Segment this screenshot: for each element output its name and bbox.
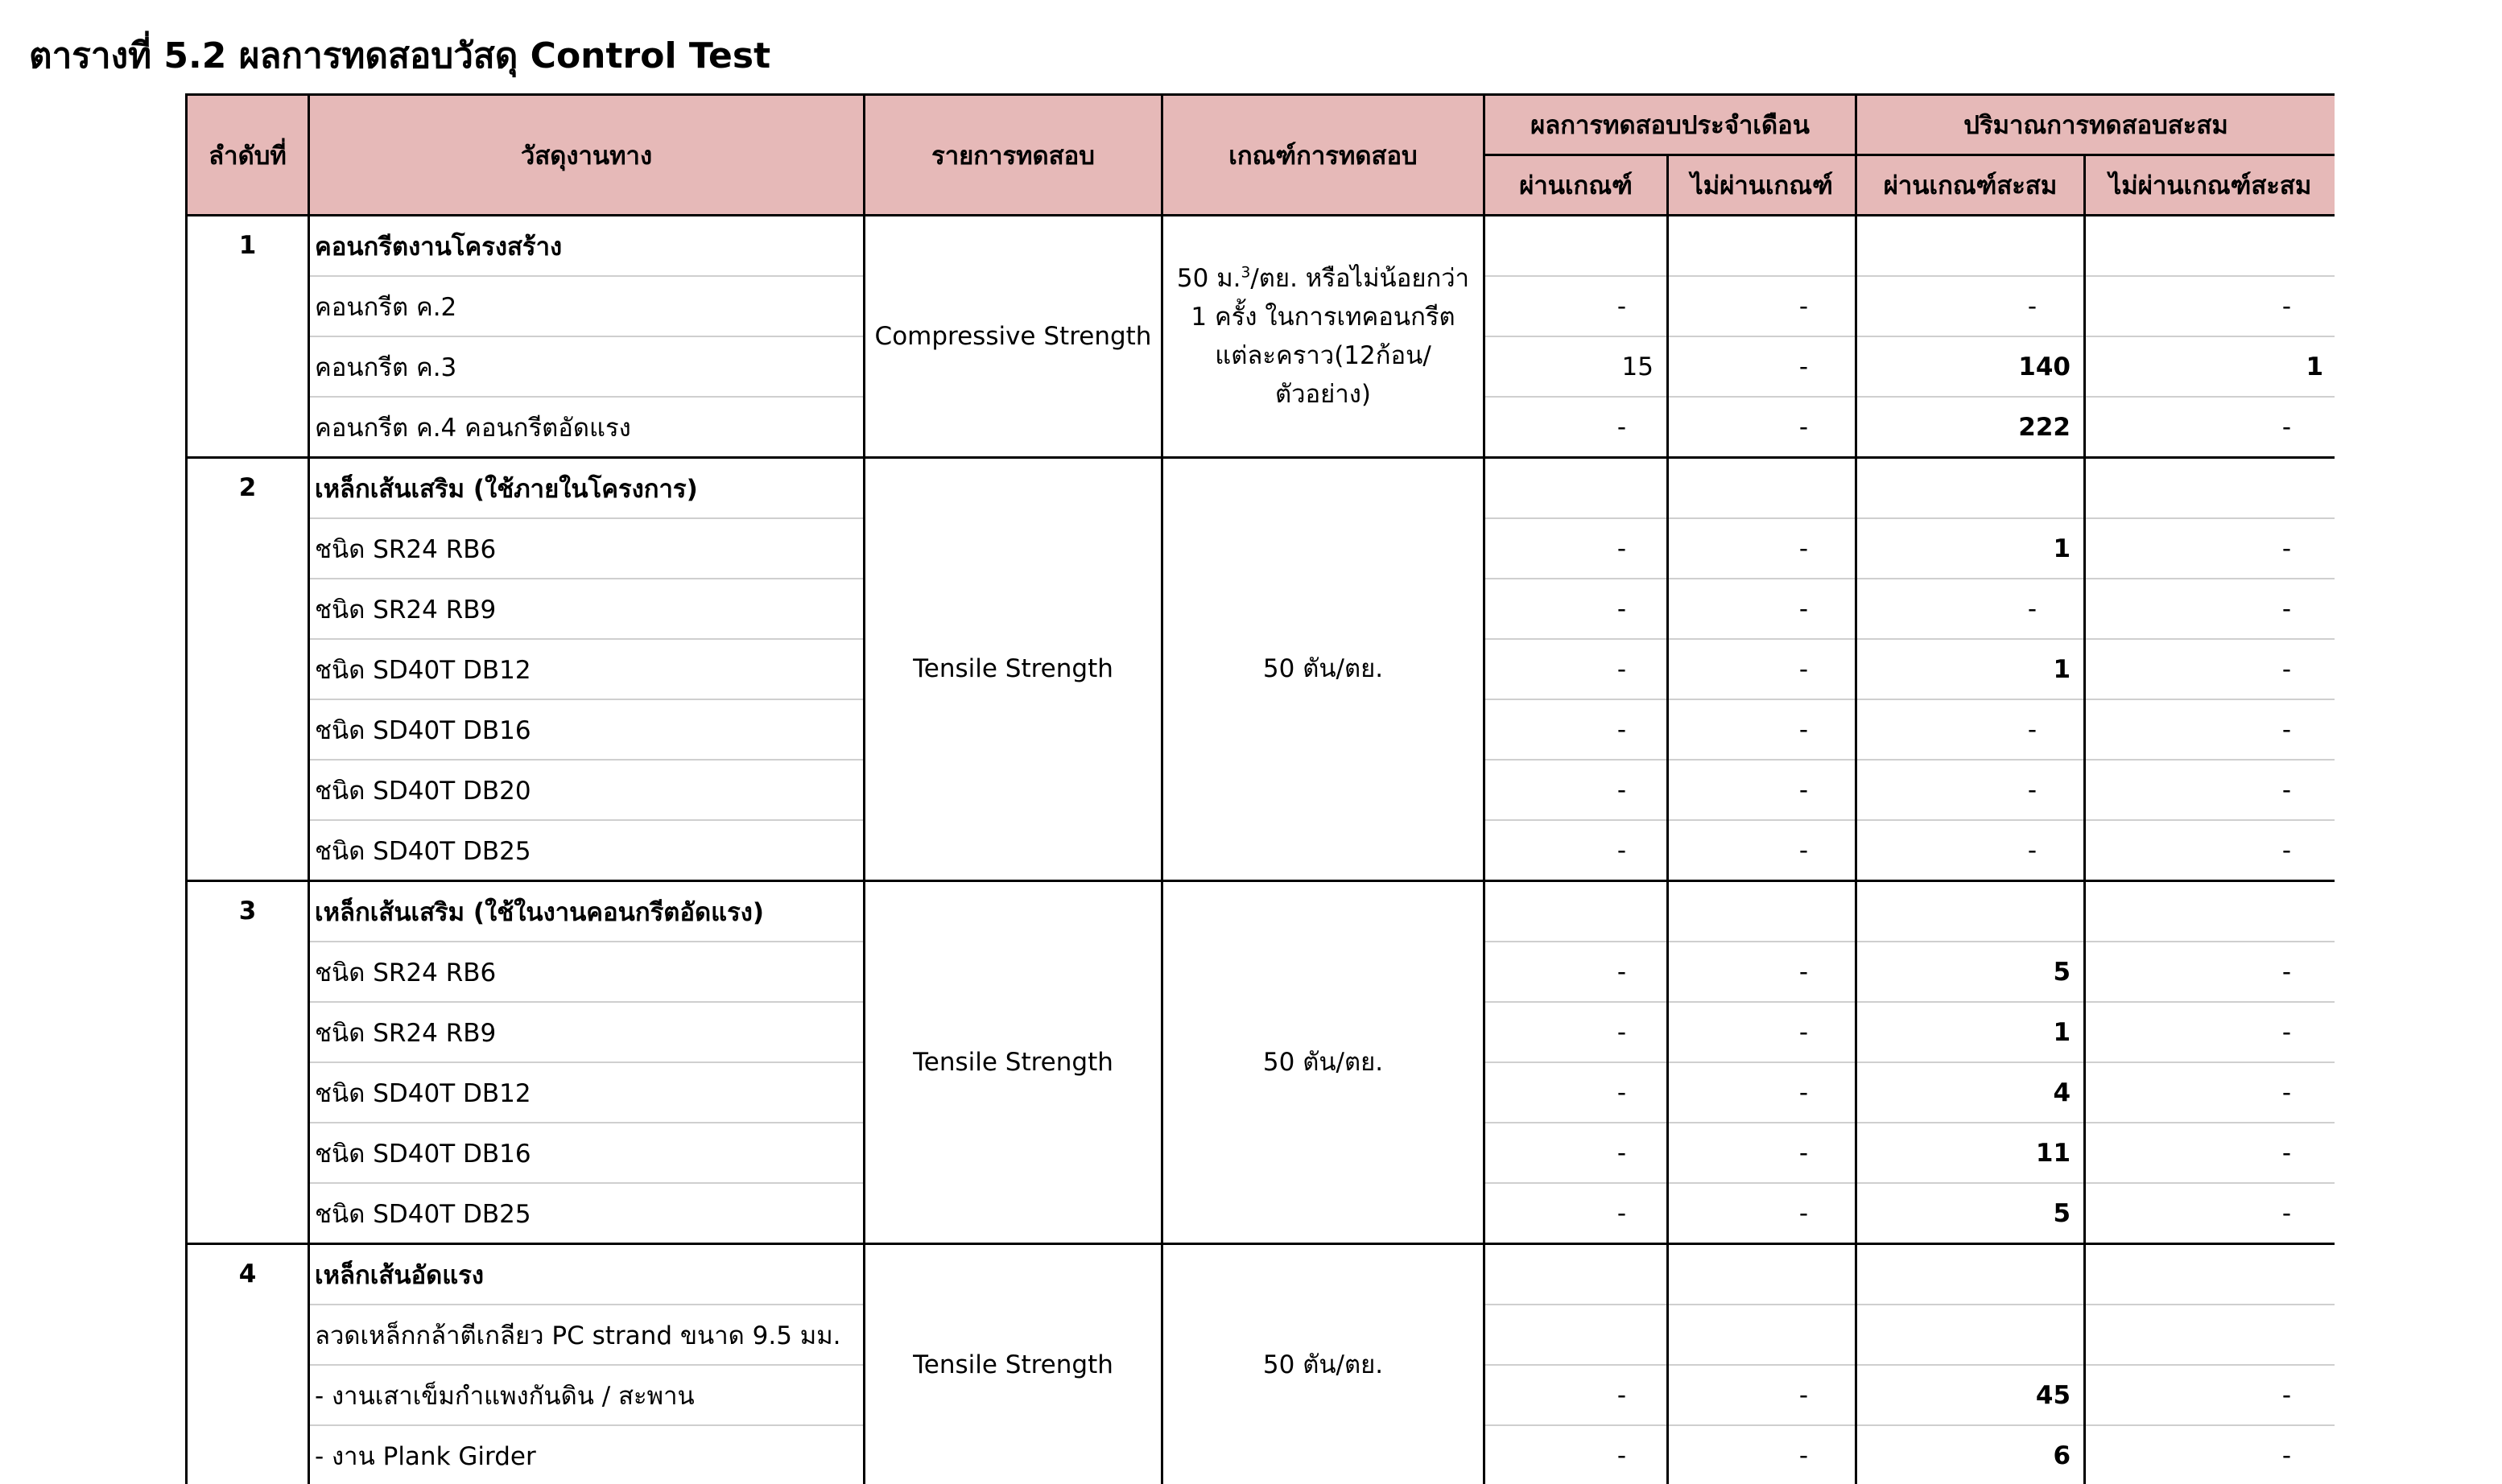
material-name: ชนิด SD40T DB12 xyxy=(309,1062,865,1123)
cumulative-fail-value: - xyxy=(2085,397,2335,458)
monthly-pass-value: - xyxy=(1484,699,1668,760)
cumulative-pass-value: - xyxy=(1856,276,2085,336)
monthly-pass-value: - xyxy=(1484,1183,1668,1244)
test-item: Compressive Strength xyxy=(865,216,1162,458)
table-header xyxy=(187,95,2335,216)
cumulative-pass-value: 5 xyxy=(1856,1183,2085,1244)
monthly-fail-value: - xyxy=(1668,820,1856,881)
header-no: ลำดับที่ xyxy=(187,95,309,216)
material-name: ชนิด SD40T DB20 xyxy=(309,760,865,820)
cumulative-fail-value: - xyxy=(2085,1183,2335,1244)
monthly-fail-value: - xyxy=(1668,1062,1856,1123)
monthly-fail-value: - xyxy=(1668,942,1856,1002)
empty-cell xyxy=(1856,881,2085,942)
monthly-pass-value: - xyxy=(1484,397,1668,458)
group-title: เหล็กเส้นเสริม (ใช้ภายในโครงการ) xyxy=(309,458,865,519)
empty-cell xyxy=(1668,881,1856,942)
empty-cell xyxy=(1484,881,1668,942)
test-criteria xyxy=(1162,216,1484,458)
monthly-fail-value: - xyxy=(1668,397,1856,458)
test-criteria: 50 ตัน/ตย. xyxy=(1162,881,1484,1244)
monthly-fail-value xyxy=(1668,1305,1856,1365)
empty-cell xyxy=(1668,216,1856,277)
criteria-text-a: 50 ม. xyxy=(1176,263,1241,293)
test-criteria: 50 ตัน/ตย. xyxy=(1162,458,1484,881)
header-criteria: เกณฑ์การทดสอบ xyxy=(1162,95,1484,216)
material-name: ลวดเหล็กกล้าตีเกลียว PC strand ขนาด 9.5 มม. xyxy=(309,1305,865,1365)
page-title: ตารางที่ 5.2 ผลการทดสอบวัสดุ Control Test xyxy=(29,35,771,76)
header-material: วัสดุงานทาง xyxy=(309,95,865,216)
monthly-fail-value: - xyxy=(1668,1002,1856,1062)
empty-cell xyxy=(1668,458,1856,519)
cumulative-pass-value: 6 xyxy=(1856,1425,2085,1484)
cumulative-fail-value: - xyxy=(2085,1062,2335,1123)
cumulative-fail-value: 1 xyxy=(2085,336,2335,397)
cumulative-pass-value: 11 xyxy=(1856,1123,2085,1183)
cumulative-pass-value xyxy=(1856,1305,2085,1365)
cumulative-fail-value: - xyxy=(2085,820,2335,881)
empty-cell xyxy=(2085,216,2335,277)
group-number: 4 xyxy=(187,1244,309,1484)
cumulative-pass-value: 1 xyxy=(1856,518,2085,579)
cumulative-fail-value: - xyxy=(2085,1123,2335,1183)
control-test-table-container xyxy=(185,93,2335,1484)
monthly-fail-value: - xyxy=(1668,336,1856,397)
cumulative-pass-value: - xyxy=(1856,699,2085,760)
cumulative-fail-value: - xyxy=(2085,1425,2335,1484)
monthly-pass-value: - xyxy=(1484,760,1668,820)
material-name: ชนิด SD40T DB12 xyxy=(309,639,865,699)
cumulative-pass-value: 5 xyxy=(1856,942,2085,1002)
monthly-pass-value: - xyxy=(1484,820,1668,881)
monthly-fail-value: - xyxy=(1668,699,1856,760)
group-number: 1 xyxy=(187,216,309,458)
group-number: 2 xyxy=(187,458,309,881)
material-name: ชนิด SD40T DB16 xyxy=(309,699,865,760)
monthly-pass-value: - xyxy=(1484,942,1668,1002)
empty-cell xyxy=(1484,1244,1668,1305)
criteria-superscript: 3 xyxy=(1241,264,1251,282)
material-name: ชนิด SR24 RB6 xyxy=(309,518,865,579)
empty-cell xyxy=(2085,881,2335,942)
empty-cell xyxy=(2085,1244,2335,1305)
control-test-table xyxy=(185,93,2335,1484)
monthly-fail-value: - xyxy=(1668,1123,1856,1183)
material-name: ชนิด SR24 RB9 xyxy=(309,579,865,639)
header-pass: ผ่านเกณฑ์ xyxy=(1484,155,1668,216)
empty-cell xyxy=(1668,1244,1856,1305)
cumulative-fail-value: - xyxy=(2085,639,2335,699)
empty-cell xyxy=(1856,1244,2085,1305)
monthly-fail-value: - xyxy=(1668,579,1856,639)
cumulative-pass-value: 4 xyxy=(1856,1062,2085,1123)
material-name: - งานเสาเข็มกำแพงกันดิน / สะพาน xyxy=(309,1365,865,1425)
monthly-pass-value: - xyxy=(1484,1365,1668,1425)
cumulative-pass-value: 45 xyxy=(1856,1365,2085,1425)
header-monthly: ผลการทดสอบประจำเดือน xyxy=(1484,95,1856,155)
cumulative-pass-value: - xyxy=(1856,579,2085,639)
group-title: เหล็กเส้นอัดแรง xyxy=(309,1244,865,1305)
monthly-pass-value: - xyxy=(1484,639,1668,699)
cumulative-fail-value: - xyxy=(2085,760,2335,820)
group-row xyxy=(187,1244,2335,1305)
empty-cell xyxy=(1484,216,1668,277)
empty-cell xyxy=(1856,216,2085,277)
material-name: - งาน Plank Girder xyxy=(309,1425,865,1484)
criteria-text-b: /ตย. หรือไม่น้อยกว่า 1 ครั้ง ในการเทคอนกรีต แต่ละคราว(12ก้อน/ตัวอย่าง) xyxy=(1191,263,1470,410)
monthly-pass-value: - xyxy=(1484,1123,1668,1183)
header-test-item: รายการทดสอบ xyxy=(865,95,1162,216)
cumulative-pass-value: - xyxy=(1856,760,2085,820)
monthly-fail-value: - xyxy=(1668,276,1856,336)
cumulative-pass-value: - xyxy=(1856,820,2085,881)
material-name: คอนกรีต ค.4 คอนกรีตอัดแรง xyxy=(309,397,865,458)
cumulative-pass-value: 1 xyxy=(1856,1002,2085,1062)
cumulative-pass-value: 140 xyxy=(1856,336,2085,397)
monthly-pass-value: - xyxy=(1484,276,1668,336)
material-name: ชนิด SR24 RB6 xyxy=(309,942,865,1002)
test-item: Tensile Strength xyxy=(865,1244,1162,1484)
header-fail: ไม่ผ่านเกณฑ์ xyxy=(1668,155,1856,216)
monthly-pass-value xyxy=(1484,1305,1668,1365)
monthly-pass-value: 15 xyxy=(1484,336,1668,397)
header-cum-pass: ผ่านเกณฑ์สะสม xyxy=(1856,155,2085,216)
group-row xyxy=(187,881,2335,942)
monthly-pass-value: - xyxy=(1484,518,1668,579)
group-title: เหล็กเส้นเสริม (ใช้ในงานคอนกรีตอัดแรง) xyxy=(309,881,865,942)
material-name: ชนิด SR24 RB9 xyxy=(309,1002,865,1062)
monthly-fail-value: - xyxy=(1668,760,1856,820)
material-name: ชนิด SD40T DB25 xyxy=(309,820,865,881)
cumulative-fail-value: - xyxy=(2085,579,2335,639)
cumulative-fail-value: - xyxy=(2085,942,2335,1002)
monthly-pass-value: - xyxy=(1484,1425,1668,1484)
cumulative-fail-value xyxy=(2085,1305,2335,1365)
table-body xyxy=(187,216,2335,1484)
group-row xyxy=(187,458,2335,519)
cumulative-fail-value: - xyxy=(2085,276,2335,336)
monthly-pass-value: - xyxy=(1484,579,1668,639)
cumulative-fail-value: - xyxy=(2085,1002,2335,1062)
monthly-fail-value: - xyxy=(1668,1425,1856,1484)
monthly-fail-value: - xyxy=(1668,639,1856,699)
empty-cell xyxy=(2085,458,2335,519)
test-item: Tensile Strength xyxy=(865,458,1162,881)
empty-cell xyxy=(1484,458,1668,519)
cumulative-fail-value: - xyxy=(2085,1365,2335,1425)
cumulative-pass-value: 222 xyxy=(1856,397,2085,458)
cumulative-pass-value: 1 xyxy=(1856,639,2085,699)
empty-cell xyxy=(1856,458,2085,519)
header-cumulative: ปริมาณการทดสอบสะสม xyxy=(1856,95,2335,155)
material-name: ชนิด SD40T DB16 xyxy=(309,1123,865,1183)
material-name: ชนิด SD40T DB25 xyxy=(309,1183,865,1244)
cumulative-fail-value: - xyxy=(2085,518,2335,579)
monthly-fail-value: - xyxy=(1668,518,1856,579)
monthly-pass-value: - xyxy=(1484,1062,1668,1123)
test-item: Tensile Strength xyxy=(865,881,1162,1244)
group-title: คอนกรีตงานโครงสร้าง xyxy=(309,216,865,277)
material-name: คอนกรีต ค.3 xyxy=(309,336,865,397)
cumulative-fail-value: - xyxy=(2085,699,2335,760)
test-criteria: 50 ตัน/ตย. xyxy=(1162,1244,1484,1484)
monthly-fail-value: - xyxy=(1668,1365,1856,1425)
monthly-fail-value: - xyxy=(1668,1183,1856,1244)
group-number: 3 xyxy=(187,881,309,1244)
header-cum-fail: ไม่ผ่านเกณฑ์สะสม xyxy=(2085,155,2335,216)
material-name: คอนกรีต ค.2 xyxy=(309,276,865,336)
group-row xyxy=(187,216,2335,277)
monthly-pass-value: - xyxy=(1484,1002,1668,1062)
